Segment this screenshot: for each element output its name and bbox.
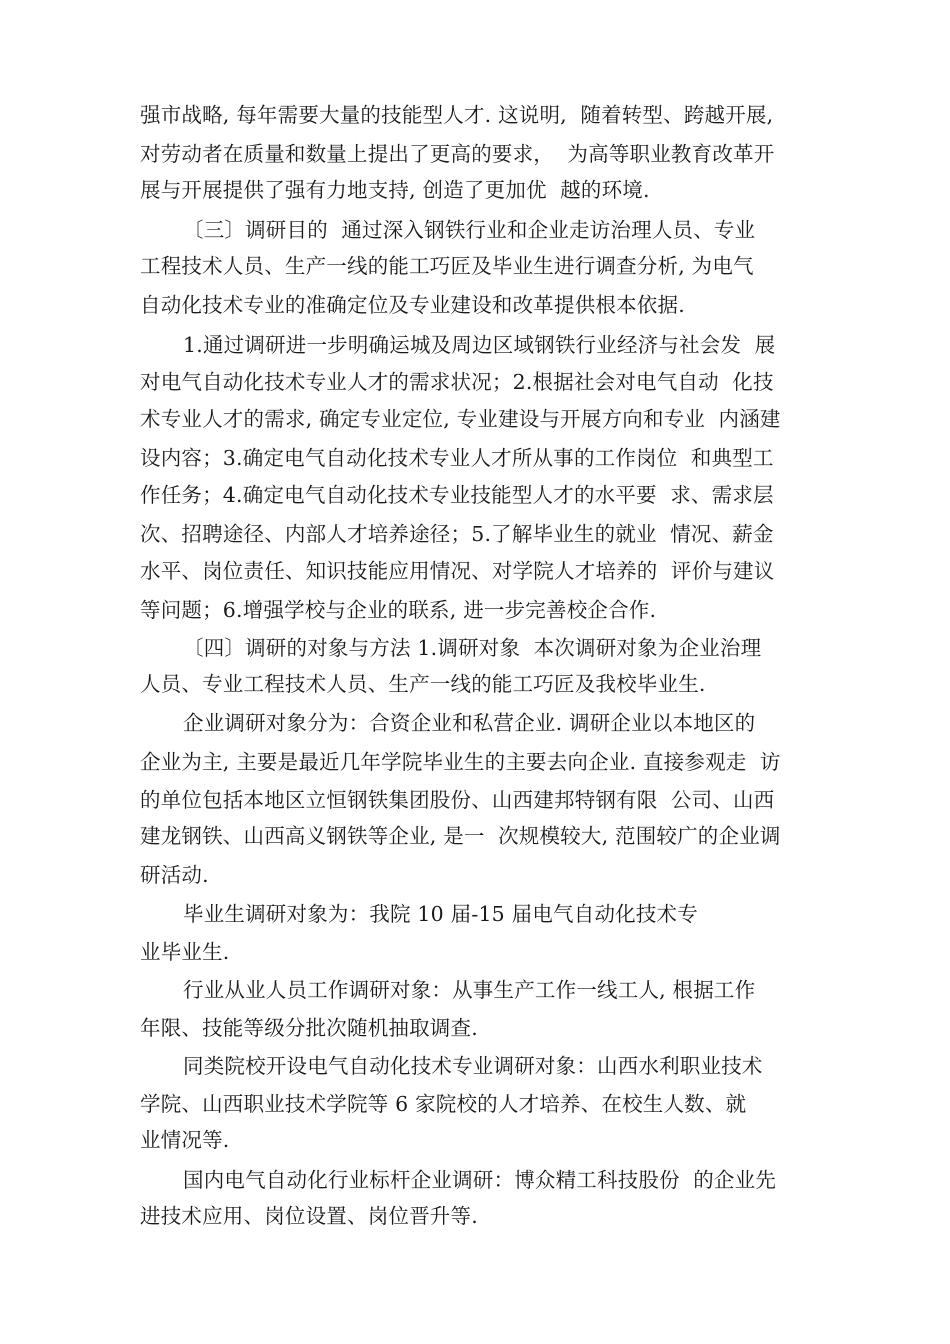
section-heading-line: 〔三〕调研目的 通过深入钢铁行业和企业走访治理人员、专业 xyxy=(183,218,756,242)
paragraph-line: 毕业生调研对象为：我院 10 届-15 届电气自动化技术专 xyxy=(183,902,698,926)
paragraph-line: 行业从业人员工作调研对象：从事生产工作一线工人, 根据工作 xyxy=(183,978,756,1002)
paragraph-line: 同类院校开设电气自动化技术专业调研对象：山西水利职业技术 xyxy=(183,1054,763,1078)
paragraph-line: 年限、技能等级分批次随机抽取调查. xyxy=(140,1016,478,1040)
paragraph-line: 业情况等. xyxy=(140,1128,230,1152)
paragraph-line: 建龙钢铁、山西高义钢铁等企业, 是一 次规模较大, 范围较广的企业调 xyxy=(140,824,781,848)
paragraph-line: 作任务；4.确定电气自动化技术专业技能型人才的水平要 求、需求层 xyxy=(140,483,774,507)
paragraph-line: 对劳动者在质量和数量上提出了更高的要求， 为高等职业教育改革开 xyxy=(140,142,775,166)
paragraph-line: 业毕业生. xyxy=(140,940,230,964)
paragraph-line: 水平、岗位责任、知识技能应用情况、对学院人才培养的 评价与建议 xyxy=(140,559,775,583)
paragraph-line: 等问题；6.增强学校与企业的联系, 进一步完善校企合作. xyxy=(140,598,657,622)
paragraph-line: 1.通过调研进一步明确运城及周边区域钢铁行业经济与社会发 展 xyxy=(183,333,776,357)
paragraph-line: 对电气自动化技术专业人才的需求状况；2.根据社会对电气自动 化技 xyxy=(140,370,774,394)
paragraph-line: 企业调研对象分为：合资企业和私营企业. 调研企业以本地区的 xyxy=(183,711,756,735)
paragraph-line: 自动化技术专业的准确定位及专业建设和改革提供根本依据. xyxy=(140,293,685,317)
paragraph-line: 学院、山西职业技术学院等 6 家院校的人才培养、在校生人数、就 xyxy=(140,1092,747,1116)
paragraph-line: 次、招聘途径、内部人才培养途径；5.了解毕业生的就业 情况、薪金 xyxy=(140,522,774,546)
paragraph-line: 人员、专业工程技术人员、生产一线的能工巧匠及我校毕业生. xyxy=(140,672,706,696)
paragraph-line: 企业为主, 主要是最近几年学院毕业生的主要去向企业. 直接参观走 访 xyxy=(140,750,781,774)
paragraph-line: 工程技术人员、生产一线的能工巧匠及毕业生进行调查分析, 为电气 xyxy=(140,254,754,278)
paragraph-line: 展与开展提供了强有力地支持, 创造了更加优 越的环境. xyxy=(140,178,650,202)
paragraph-line: 术专业人才的需求, 确定专业定位, 专业建设与开展方向和专业 内涵建 xyxy=(140,407,781,431)
paragraph-line: 强市战略, 每年需要大量的技能型人才. 这说明, 随着转型、跨越开展, xyxy=(140,103,774,127)
section-heading-line: 〔四〕调研的对象与方法 1.调研对象 本次调研对象为企业治理 xyxy=(183,636,762,660)
paragraph-line: 国内电气自动化行业标杆企业调研：博众精工科技股份 的企业先 xyxy=(183,1168,777,1192)
paragraph-line: 设内容；3.确定电气自动化技术专业人才所从事的工作岗位 和典型工 xyxy=(140,446,774,470)
paragraph-line: 研活动. xyxy=(140,863,209,887)
paragraph-line: 的单位包括本地区立恒钢铁集团股份、山西建邦特钢有限 公司、山西 xyxy=(140,788,775,812)
paragraph-line: 进技术应用、岗位设置、岗位晋升等. xyxy=(140,1204,478,1228)
